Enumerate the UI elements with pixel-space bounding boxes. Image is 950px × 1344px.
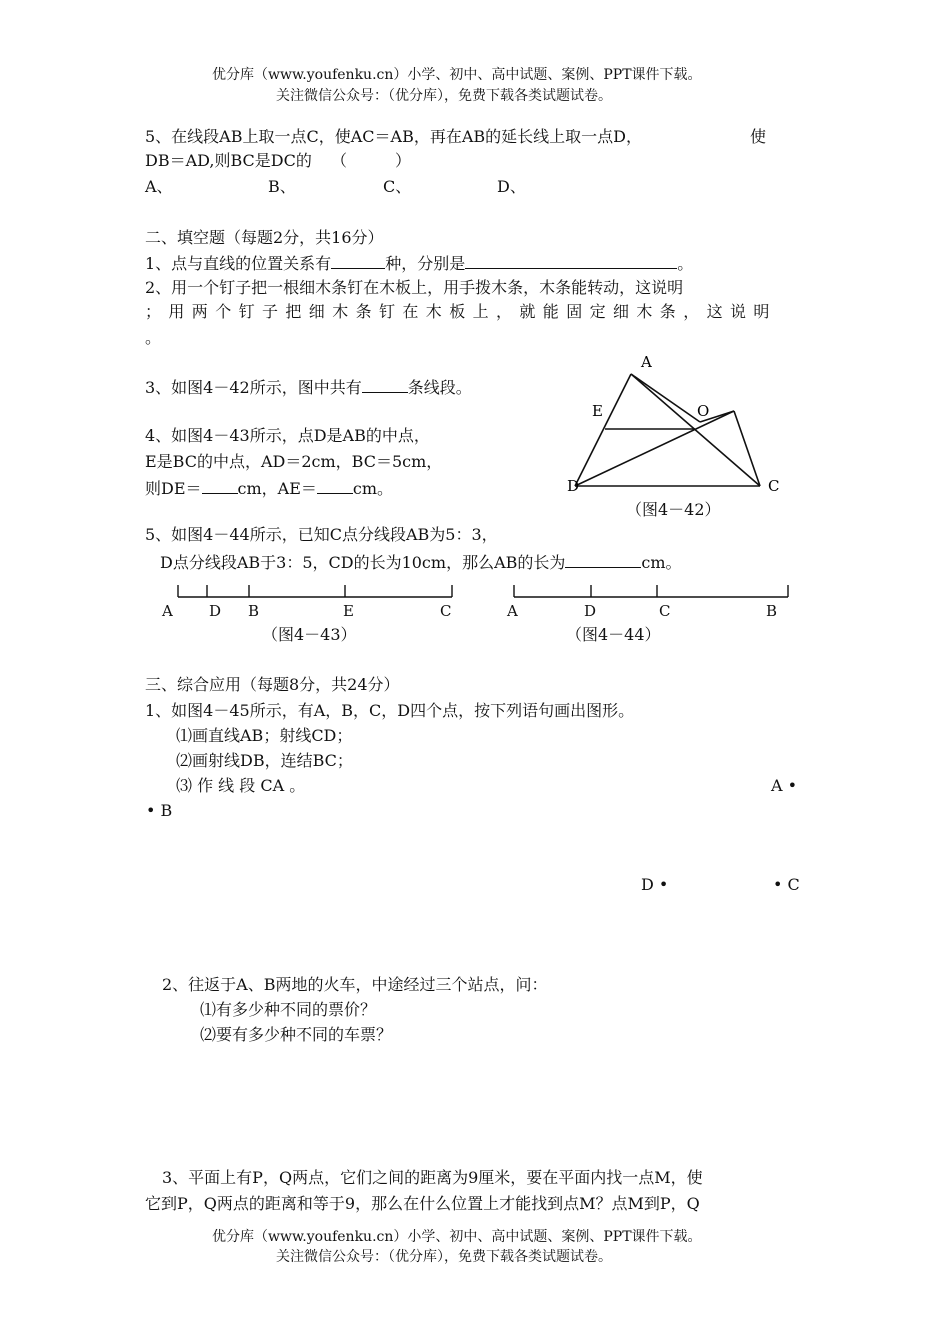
s3-q2-item-2: ⑵要有多少种不同的车票？ bbox=[200, 1025, 393, 1044]
q5-option-b[interactable]: B、 bbox=[268, 177, 296, 196]
s2-q4-blank-de[interactable] bbox=[202, 479, 238, 494]
fig442-label-C: C bbox=[768, 477, 780, 495]
fig444-caption: （图4－44） bbox=[566, 625, 661, 644]
s3-q3-line2: 它到P，Q两点的距离和等于9，那么在什么位置上才能找到点M？点M到P，Q bbox=[145, 1194, 700, 1213]
s2-q5-text-a: D点分线段AB于3：5，CD的长为10cm，那么AB的长为 bbox=[160, 553, 566, 572]
q5-choice-line2 bbox=[145, 153, 411, 169]
fig442-label-O: O bbox=[697, 402, 710, 420]
s3-q3-line1: 3、平面上有P，Q两点，它们之间的距离为9厘米，要在平面内找一点M，使 bbox=[162, 1168, 703, 1187]
s2-q4-blank-ae[interactable] bbox=[317, 479, 353, 494]
fig442-caption: （图4－42） bbox=[626, 500, 721, 519]
s3-q1-item-1: ⑴画直线AB；射线CD； bbox=[176, 726, 353, 745]
footer-line-2: 关注微信公众号：（优分库），免费下载各类试题试卷。 bbox=[276, 1249, 612, 1265]
section2-title: 二、填空题（每题2分，共16分） bbox=[145, 228, 384, 247]
q5-option-a[interactable]: A、 bbox=[145, 177, 173, 196]
s2-q4-line1: 4、如图4－43所示，点D是AB的中点， bbox=[145, 426, 430, 445]
s3-q1: 1、如图4－45所示，有A，B，C，D四个点，按下列语句画出图形。 bbox=[145, 701, 635, 720]
s2-q3-blank[interactable] bbox=[362, 378, 408, 393]
fig443-caption: （图4－43） bbox=[262, 625, 357, 644]
s2-q1-text-b: 种，分别是 bbox=[385, 254, 466, 273]
s2-q1 bbox=[145, 254, 693, 272]
s2-q4-text-c: cm。 bbox=[352, 479, 394, 498]
point-B: • B bbox=[146, 801, 173, 820]
figure-4-43 bbox=[160, 580, 470, 620]
fig443-label-A: A bbox=[162, 602, 173, 620]
s2-q5-line1: 5、如图4－44所示，已知C点分线段AB为5：3， bbox=[145, 525, 498, 544]
s3-q1-item-2: ⑵画射线DB，连结BC； bbox=[176, 751, 353, 770]
s3-q2: 2、往返于A、B两地的火车，中途经过三个站点，问： bbox=[162, 975, 548, 994]
s2-q5-text-b: cm。 bbox=[641, 553, 682, 572]
point-C: • C bbox=[773, 875, 800, 894]
fig443-label-B: B bbox=[248, 602, 260, 620]
q5-option-d[interactable]: D、 bbox=[497, 177, 526, 196]
section3-title: 三、综合应用（每题8分，共24分） bbox=[145, 675, 400, 694]
fig442-label-A: A bbox=[641, 353, 652, 371]
footer-line-1: 优分库（www.youfenku.cn）小学、初中、高中试题、案例、PPT课件下载。 bbox=[212, 1229, 702, 1245]
fig444-label-C: C bbox=[659, 602, 671, 620]
q5-option-c[interactable]: C、 bbox=[383, 177, 412, 196]
s2-q1-end: 。 bbox=[677, 254, 694, 273]
q5-choice-line1-end: 使 bbox=[750, 127, 767, 146]
s2-q3-text-b: 条线段。 bbox=[407, 378, 472, 397]
fig442-seg-AD bbox=[575, 374, 631, 486]
fig444-label-A: A bbox=[507, 602, 518, 620]
fig444-label-B: B bbox=[766, 602, 778, 620]
point-D: D • bbox=[641, 875, 669, 894]
q5-answer-paren[interactable]: （ ） bbox=[330, 151, 411, 170]
fig443-label-C: C bbox=[440, 602, 452, 620]
s3-q2-item-1: ⑴有多少种不同的票价？ bbox=[200, 1000, 377, 1019]
s2-q5-blank[interactable] bbox=[565, 553, 641, 568]
fig442-seg-AO bbox=[631, 374, 700, 422]
fig442-seg-DO bbox=[575, 411, 734, 486]
s2-q1-blank-2[interactable] bbox=[465, 254, 677, 269]
q5-choice-line1: 5、在线段AB上取一点C，使AC＝AB，再在AB的延长线上取一点D， bbox=[145, 127, 642, 146]
s2-q4-text-b: cm，AE＝ bbox=[237, 479, 317, 498]
s2-q4-line2: E是BC的中点，AD＝2cm，BC＝5cm， bbox=[145, 452, 443, 471]
q5-choice-text: DB＝AD,则BC是DC的 bbox=[145, 151, 312, 170]
s2-q4-line3 bbox=[145, 479, 393, 497]
figure-4-44 bbox=[505, 580, 805, 620]
s2-q2-line1: 2、用一个钉子把一根细木条钉在木板上，用手拨木条，木条能转动，这说明 bbox=[145, 278, 684, 297]
point-A: A • bbox=[771, 776, 798, 795]
s2-q1-text-a: 1、点与直线的位置关系有 bbox=[145, 254, 332, 273]
s2-q2-line2: ；用两个钉子把细木条钉在木板上，就能固定细木条，这说明 bbox=[145, 302, 777, 321]
header-line-2: 关注微信公众号：（优分库），免费下载各类试题试卷。 bbox=[276, 88, 612, 104]
figure-4-42 bbox=[560, 350, 800, 520]
s3-q1-item-3: ⑶ 作 线 段 CA 。 bbox=[176, 776, 306, 795]
s2-q3 bbox=[145, 378, 472, 396]
fig443-label-D: D bbox=[209, 602, 222, 620]
s2-q4-text-a: 则DE＝ bbox=[145, 479, 202, 498]
fig442-label-E: E bbox=[592, 402, 603, 420]
fig443-label-E: E bbox=[343, 602, 354, 620]
s2-q3-text-a: 3、如图4－42所示，图中共有 bbox=[145, 378, 362, 397]
fig444-label-D: D bbox=[584, 602, 597, 620]
s2-q5-line2 bbox=[160, 553, 682, 571]
s2-q1-blank-1[interactable] bbox=[331, 254, 385, 269]
s2-q2-line3: 。 bbox=[145, 328, 162, 347]
fig442-label-D: D bbox=[567, 477, 580, 495]
header-line-1: 优分库（www.youfenku.cn）小学、初中、高中试题、案例、PPT课件下载。 bbox=[212, 67, 702, 83]
